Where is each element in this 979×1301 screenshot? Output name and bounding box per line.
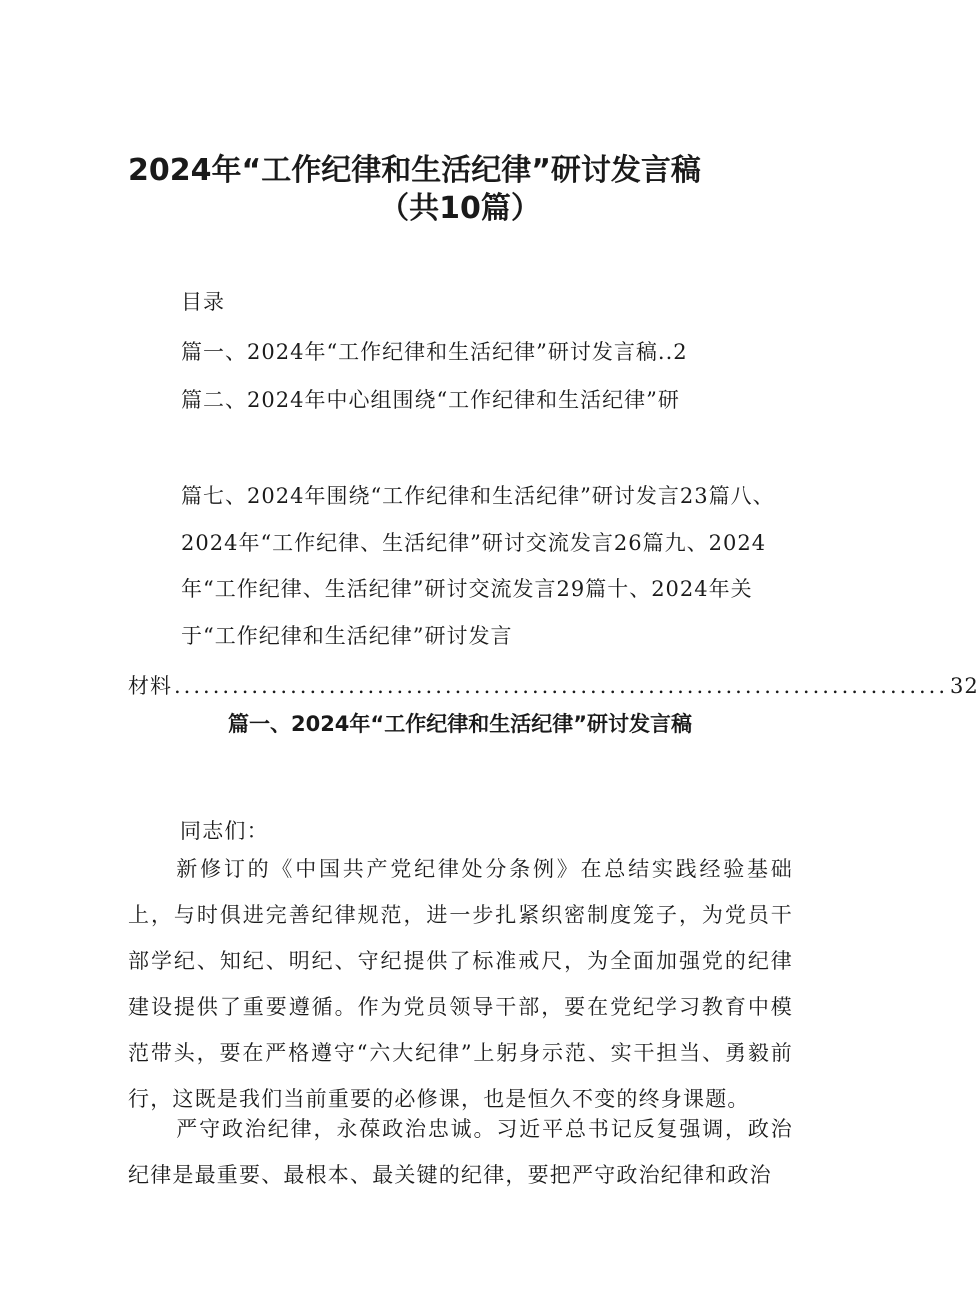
toc-entry-1: 篇一、2024年“工作纪律和生活纪律”研讨发言稿..2 [181,340,688,364]
document-title: 2024年“工作纪律和生活纪律”研讨发言稿 [128,153,701,188]
toc-last-page-number: 32 [950,674,979,698]
toc-entry-6: 于“工作纪律和生活纪律”研讨发言 [181,624,513,648]
toc-heading: 目录 [181,290,225,314]
body-paragraph-1: 新修订的《中国共产党纪律处分条例》在总结实践经验基础上，与时俱进完善纪律规范，进一步扎紧织密制度笼子，为党员干部学纪、知纪、明纪、守纪提供了标准戒尺，为全面加强党的纪律建设提供了重要遵循。作为党员领导干部，要在党纪学习教育中模范带头，要在严格遵守“六大纪律”上躬身示范、实干担当、勇毅前行，这既是我们当前重要的必修课，也是恒久不变的终身课题。 [128,857,793,1111]
toc-entry-last [128,670,979,700]
toc-entry-4: 2024年“工作纪律、生活纪律”研讨交流发言26篇九、2024 [181,531,767,555]
toc-entry-2: 篇二、2024年中心组围绕“工作纪律和生活纪律”研 [181,388,680,412]
toc-entry-5: 年“工作纪律、生活纪律”研讨交流发言29篇十、2024年关 [181,577,753,601]
toc-entry-3: 篇七、2024年围绕“工作纪律和生活纪律”研讨发言23篇八、 [181,484,775,508]
greeting: 同志们： [180,819,269,843]
toc-last-label: 材料 [128,674,172,698]
body-paragraph-2: 严守政治纪律，永葆政治忠诚。习近平总书记反复强调，政治纪律是最重要、最根本、最关键的纪律，要把严守政治纪律和政治 [128,1117,793,1187]
section-heading: 篇一、2024年“工作纪律和生活纪律”研讨发言稿 [227,712,693,736]
toc-dot-leader: ................................................................................ [174,674,949,698]
document-subtitle: （共10篇） [379,191,541,226]
